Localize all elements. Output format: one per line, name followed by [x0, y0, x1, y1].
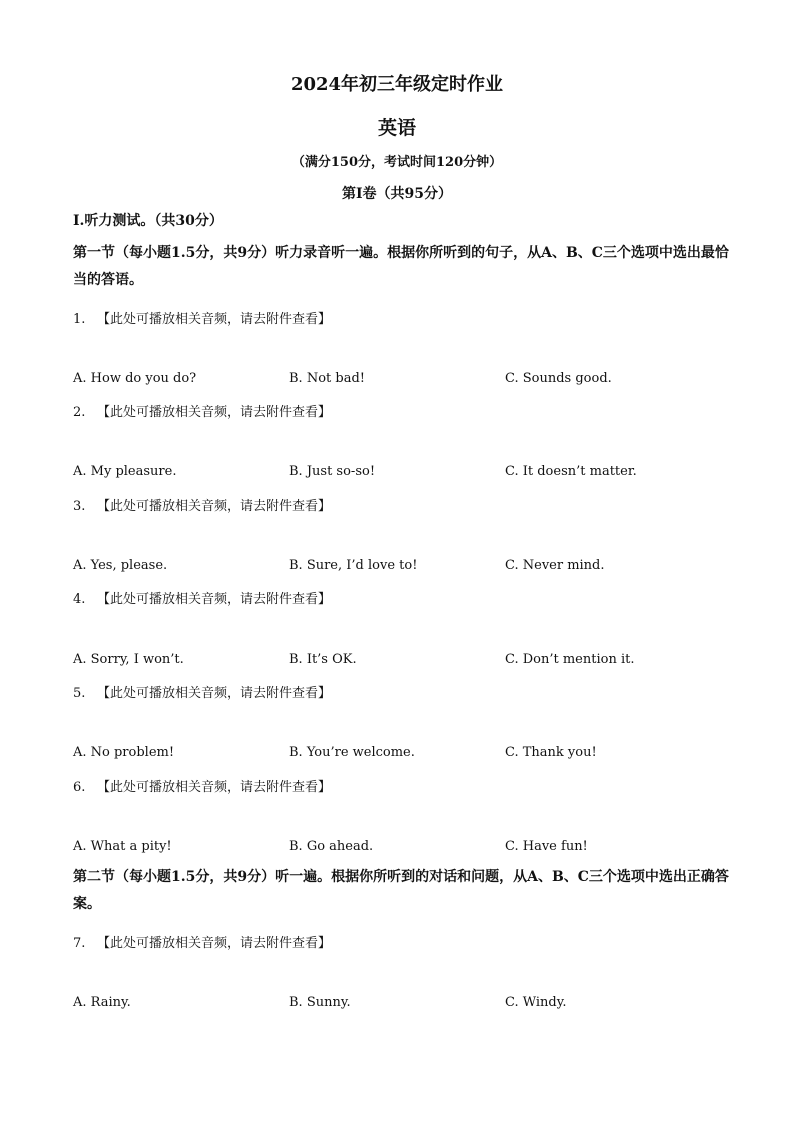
option-c: C. Have fun!	[505, 839, 588, 854]
option-c: C. It doesn’t matter.	[505, 464, 637, 479]
question-prompt	[73, 776, 331, 795]
option-a: A. My pleasure.	[73, 464, 177, 479]
question-prompt	[73, 588, 331, 607]
part1-instructions: 第一节（每小题1.5分，共9分）听力录音听一遍。根据你所听到的句子，从A、B、C三个选项中选出最恰当的答语。	[73, 245, 729, 288]
option-c: C. Sounds good.	[505, 371, 612, 386]
option-a: A. How do you do?	[73, 371, 197, 386]
option-a: A. Sorry, I won’t.	[73, 652, 184, 667]
audio-placeholder: 【此处可播放相关音频，请去附件查看】	[97, 499, 332, 514]
audio-placeholder: 【此处可播放相关音频，请去附件查看】	[97, 686, 332, 701]
option-a: A. What a pity!	[73, 839, 172, 854]
option-b: B. Sunny.	[289, 995, 351, 1010]
option-a: A. No problem!	[73, 745, 175, 760]
option-b: B. Not bad!	[289, 371, 365, 386]
option-c: C. Never mind.	[505, 558, 605, 573]
question-number: 7.	[73, 936, 86, 951]
option-c: C. Don’t mention it.	[505, 652, 635, 667]
option-b: B. You’re welcome.	[289, 745, 415, 760]
question-prompt	[73, 682, 331, 701]
option-b: B. It’s OK.	[289, 652, 357, 667]
question-prompt	[73, 401, 331, 420]
exam-title: 2024年初三年级定时作业	[290, 74, 504, 95]
section-heading-listening: Ⅰ.听力测试。（共30分）	[73, 213, 223, 229]
question-number: 6.	[73, 780, 86, 795]
question-number: 5.	[73, 686, 86, 701]
question-number: 4.	[73, 592, 86, 607]
question-number: 3.	[73, 499, 86, 514]
option-b: B. Just so-so!	[289, 464, 376, 479]
audio-placeholder: 【此处可播放相关音频，请去附件查看】	[97, 312, 332, 327]
question-prompt	[73, 495, 331, 514]
volume-title: 第Ⅰ卷（共95分）	[341, 186, 453, 202]
question-number: 2.	[73, 405, 86, 420]
option-c: C. Windy.	[505, 995, 567, 1010]
option-a: A. Yes, please.	[73, 558, 168, 573]
subject-title: 英语	[377, 117, 416, 139]
audio-placeholder: 【此处可播放相关音频，请去附件查看】	[97, 936, 332, 951]
audio-placeholder: 【此处可播放相关音频，请去附件查看】	[97, 592, 332, 607]
audio-placeholder: 【此处可播放相关音频，请去附件查看】	[97, 405, 332, 420]
option-c: C. Thank you!	[505, 745, 597, 760]
question-prompt	[73, 308, 331, 327]
score-info: （满分150分，考试时间120分钟）	[291, 155, 503, 170]
question-prompt	[73, 932, 331, 951]
option-b: B. Go ahead.	[289, 839, 374, 854]
part2-instructions: 第二节（每小题1.5分，共9分）听一遍。根据你所听到的对话和问题，从A、B、C三个选项中选出正确答案。	[73, 869, 729, 912]
audio-placeholder: 【此处可播放相关音频，请去附件查看】	[97, 780, 332, 795]
option-b: B. Sure, I’d love to!	[289, 558, 418, 573]
question-number: 1.	[73, 312, 86, 327]
option-a: A. Rainy.	[73, 995, 131, 1010]
